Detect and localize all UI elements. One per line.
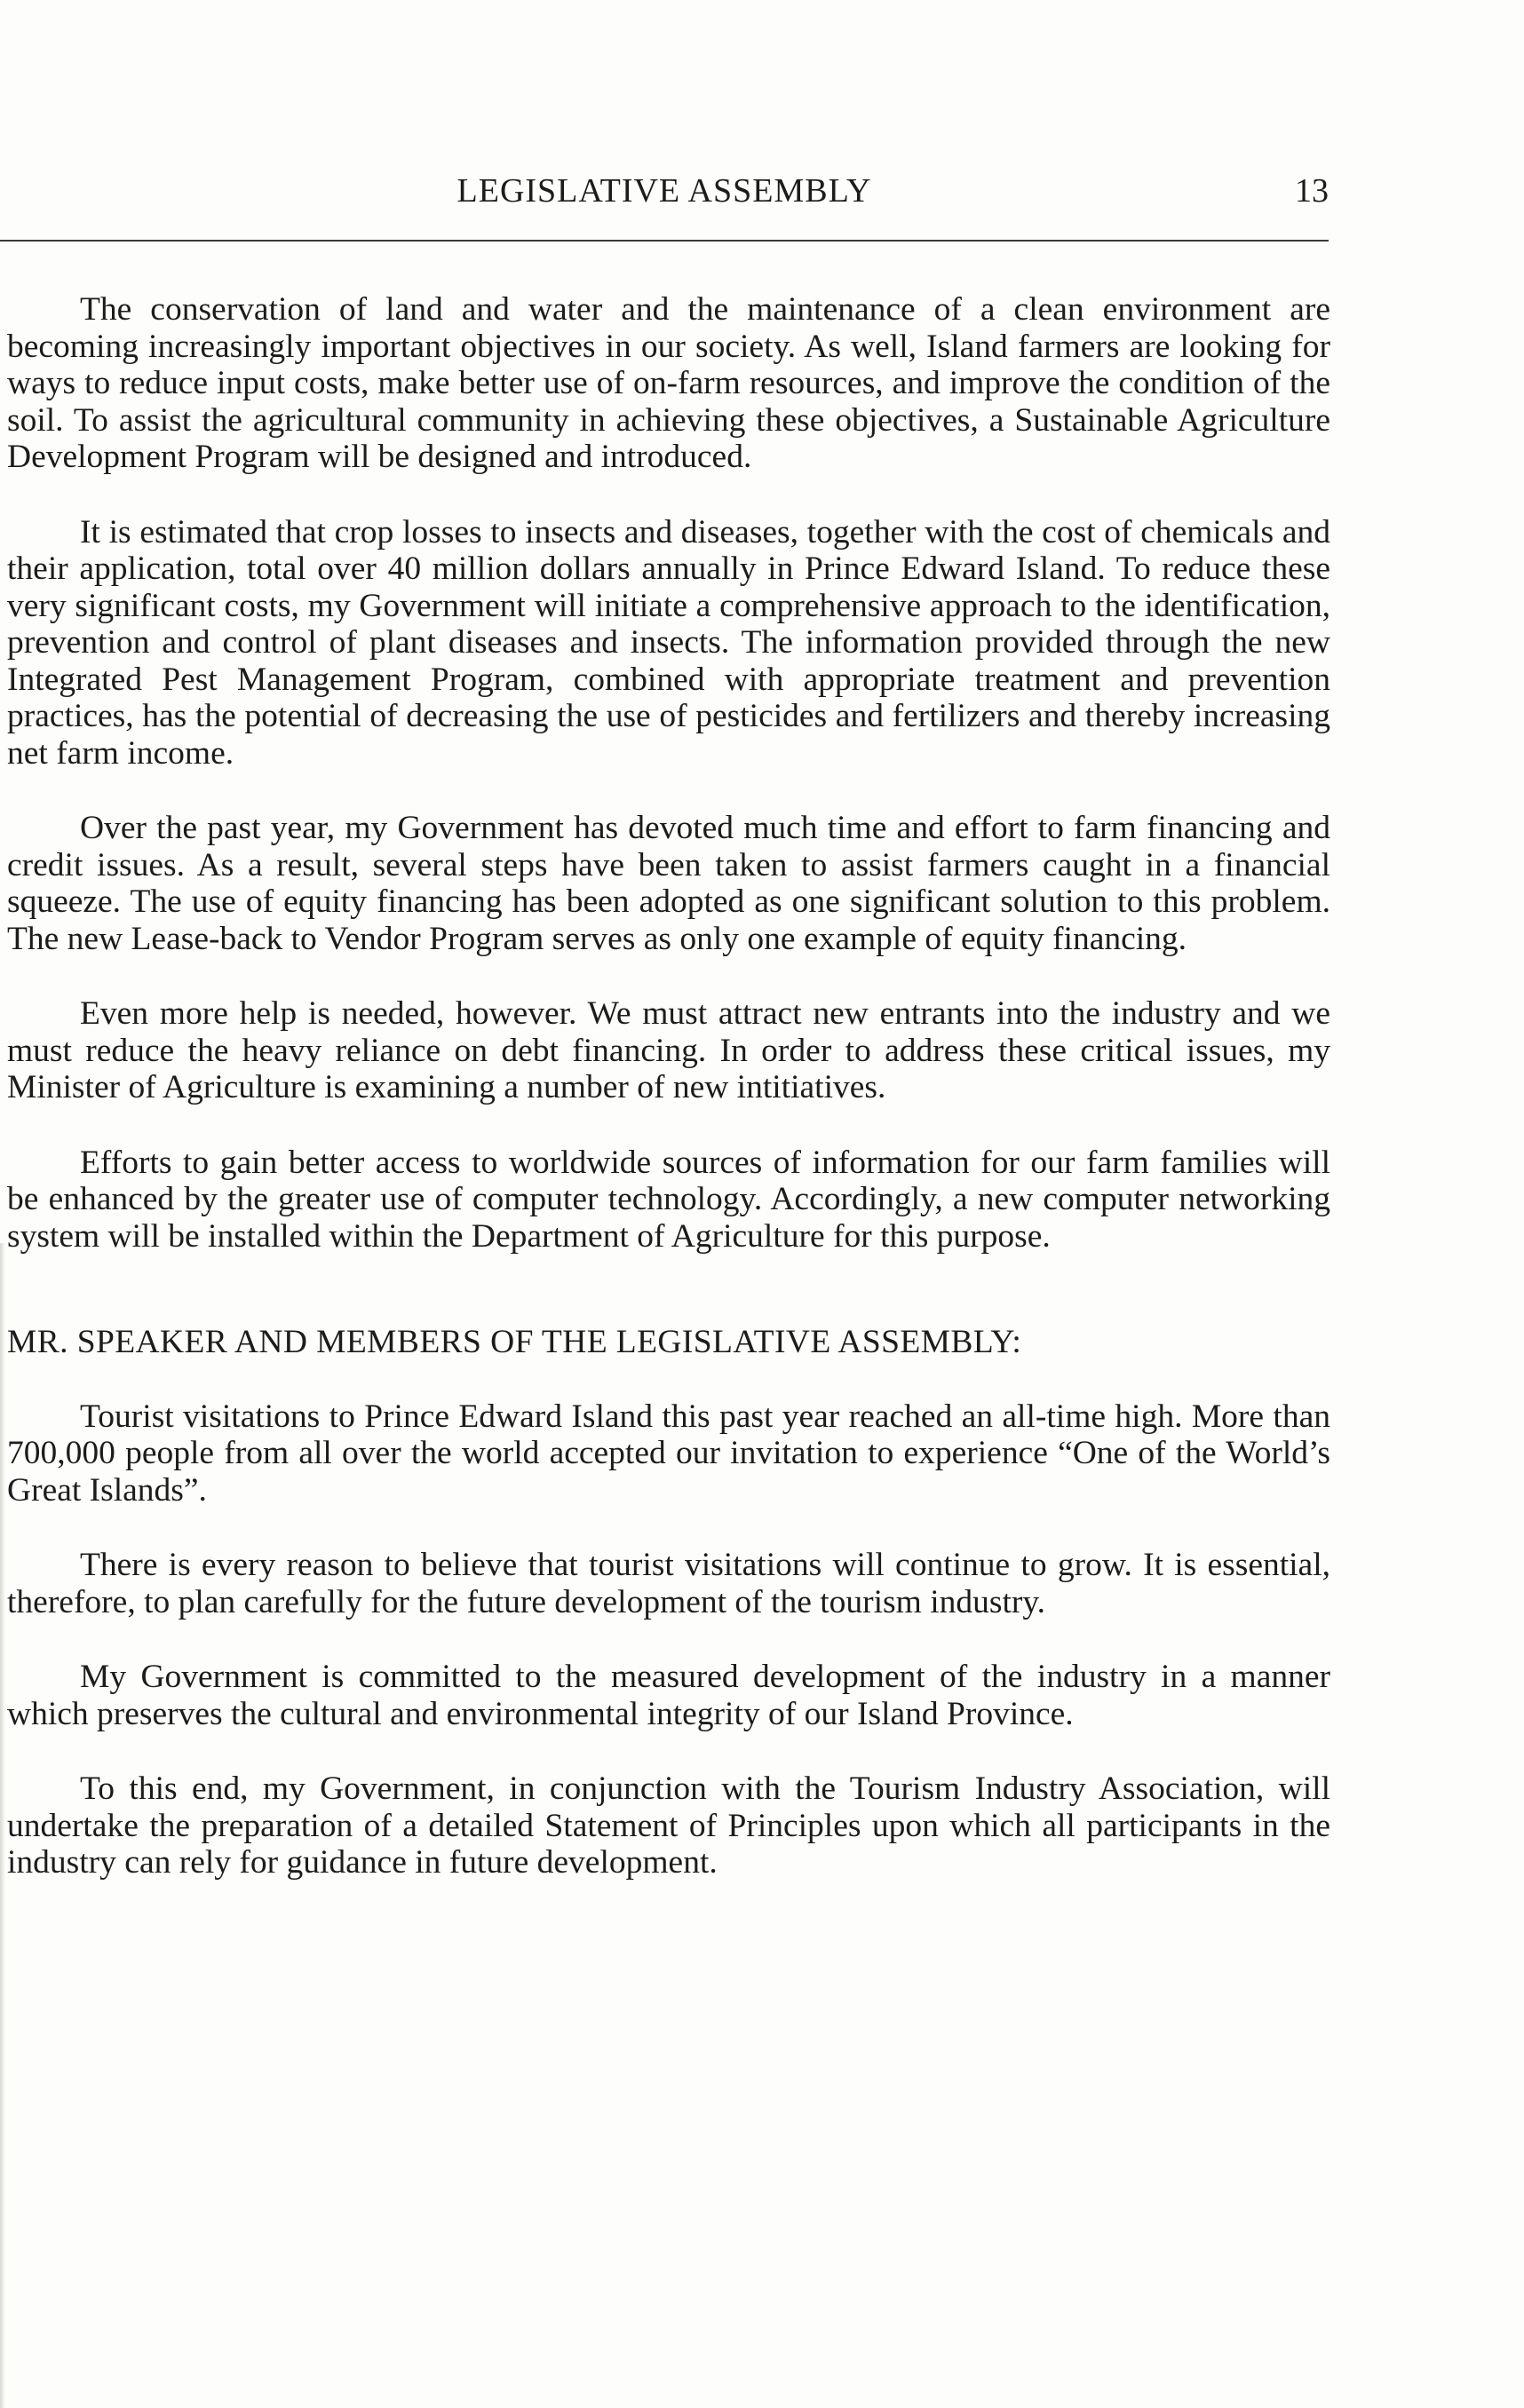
running-title: LEGISLATIVE ASSEMBLY xyxy=(456,172,872,210)
page-number: 13 xyxy=(1295,172,1329,210)
paragraph-sustainable-agriculture: The conservation of land and water and the maintenance of a clean environment are becoming increasingly important objectives in our society. As well, Island farmers are looking for ways to reduce input costs, make better use of on-farm resources, and improve the condition of the soil. To assist the agricultural community in achieving these objectives, a Sustainable Agriculture Development Program will be designed and introduced. xyxy=(7,291,1330,475)
scan-shadow-edge xyxy=(0,1243,5,2408)
paragraph-measured-development: My Government is committed to the measured development of the industry in a manner which preserves the cultural and environmental integrity of our Island Province. xyxy=(7,1659,1330,1732)
paragraph-computer-technology: Efforts to gain better access to worldwide sources of information for our farm families will be enhanced by the greater use of computer technology. Accordingly, a new computer networking system will be installed within the Department of Agriculture for this purpose. xyxy=(7,1144,1330,1255)
section-heading: MR. SPEAKER AND MEMBERS OF THE LEGISLATIVE ASSEMBLY: xyxy=(7,1324,1022,1360)
paragraph-tourism-growth: There is every reason to believe that tourist visitations will continue to grow. It is essential, therefore, to plan carefully for the future development of the tourism industry. xyxy=(7,1547,1330,1620)
paragraph-farm-financing: Over the past year, my Government has devoted much time and effort to farm financing and credit issues. As a result, several steps have been taken to assist farmers caught in a financial squeeze. The use of equity financing has been adopted as one significant solution to this problem. The new Lease-back to Vendor Program serves as only one example of equity financing. xyxy=(7,810,1330,957)
paragraph-tourist-visitations: Tourist visitations to Prince Edward Island this past year reached an all-time high. More than 700,000 people from all over the world accepted our invitation to experience “One of the World’s Great Islands”. xyxy=(7,1398,1330,1509)
paragraph-statement-of-principles: To this end, my Government, in conjunction with the Tourism Industry Association, will undertake the preparation of a detailed Statement of Principles upon which all participants in the industry can rely for guidance in future development. xyxy=(7,1770,1330,1881)
paragraph-new-entrants: Even more help is needed, however. We must attract new entrants into the industry and we must reduce the heavy reliance on debt financing. In order to address these critical issues, my Minister of Agriculture is examining a number of new intitiatives. xyxy=(7,995,1330,1105)
page-header xyxy=(0,169,1329,242)
paragraph-integrated-pest-management: It is estimated that crop losses to insects and diseases, together with the cost of chemicals and their application, total over 40 million dollars annually in Prince Edward Island. To reduce these very significant costs, my Government will initiate a comprehensive approach to the identification, prevention and control of plant diseases and insects. The information provided through the new Integrated Pest Management Program, combined with appropriate treatment and prevention practices, has the potential of decreasing the use of pesticides and fertilizers and thereby increasing net farm income. xyxy=(7,513,1330,772)
page-body xyxy=(7,291,1330,1920)
